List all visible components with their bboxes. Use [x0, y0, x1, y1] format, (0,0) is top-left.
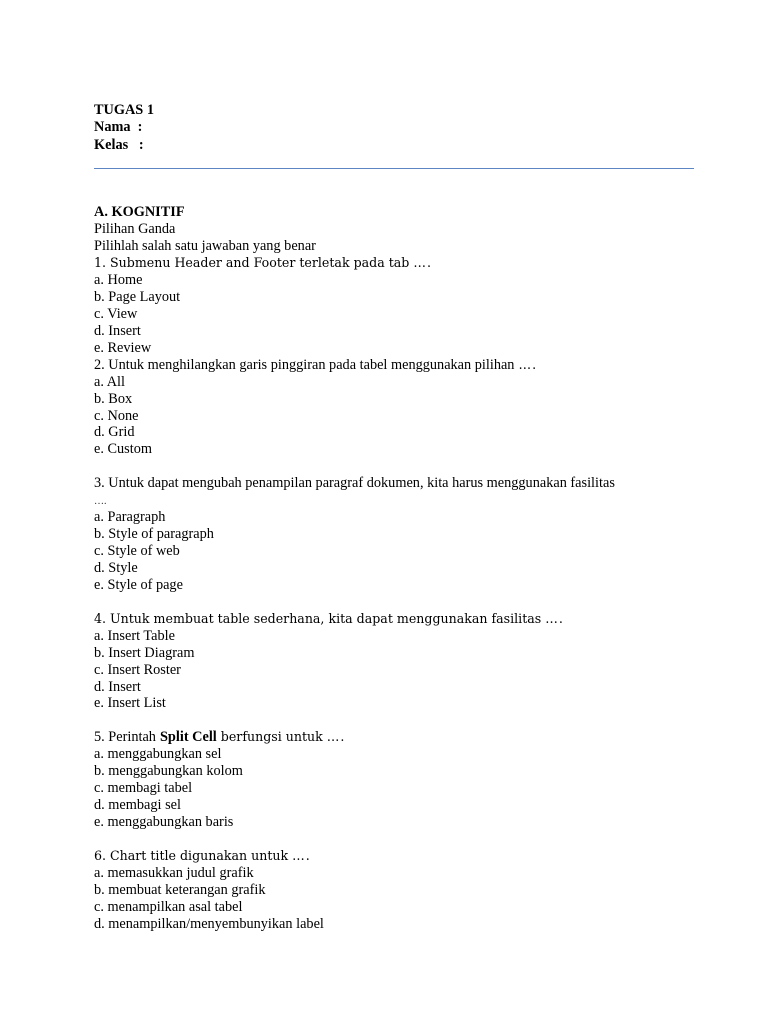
spacer	[94, 458, 694, 475]
question-3	[94, 475, 694, 492]
option: e. Insert List	[94, 695, 166, 712]
question-2	[94, 357, 694, 374]
option: b. Box	[94, 390, 133, 407]
question-text: 1. Submenu Header and Footer terletak pada tab	[94, 255, 410, 271]
question-text: 4. Untuk membuat table sederhana, kita dapat menggunakan fasilitas	[94, 610, 542, 626]
option: b. Style of paragraph	[94, 526, 214, 543]
question-text: 3. Untuk dapat mengubah penampilan paragraf dokumen, kita harus menggunakan fasilitas	[94, 475, 615, 492]
option: d. Grid	[94, 424, 135, 441]
option: d. membagi sel	[94, 797, 181, 814]
assignment-title: TUGAS 1	[94, 102, 154, 118]
assignment-header	[94, 102, 154, 154]
option: a. Paragraph	[94, 509, 166, 526]
section-type: Pilihan Ganda	[94, 221, 176, 238]
question-dots: ….	[94, 496, 107, 508]
header-divider	[94, 168, 694, 169]
question-text-bold: Split Cell	[159, 729, 217, 746]
question-text: 6. Chart title digunakan untuk	[94, 847, 289, 863]
question-1	[94, 255, 694, 272]
question-dots: ….	[545, 610, 564, 626]
question-dots: ….	[326, 729, 346, 745]
question-4	[94, 611, 694, 628]
option: d. Style	[94, 559, 138, 576]
option: a. menggabungkan sel	[94, 746, 222, 763]
document-body	[94, 204, 694, 933]
option: a. All	[94, 373, 125, 390]
spacer	[94, 594, 694, 611]
option: c. Style of web	[94, 543, 180, 559]
option: a. Home	[94, 272, 143, 288]
option: c. View	[94, 305, 138, 322]
question-dots: ….	[518, 356, 538, 372]
option: e. Style of page	[94, 576, 183, 593]
option: b. Page Layout	[94, 288, 181, 305]
option: d. menampilkan/menyembunyikan label	[94, 915, 324, 932]
class-label: Kelas :	[94, 136, 144, 153]
option: e. Review	[94, 339, 152, 356]
question-text-after: berfungsi untuk	[220, 729, 323, 745]
question-dots: ….	[413, 255, 432, 271]
option: e. Custom	[94, 441, 152, 458]
option: a. Insert Table	[94, 627, 175, 644]
option: c. Insert Roster	[94, 661, 181, 678]
option: b. menggabungkan kolom	[94, 763, 243, 780]
question-dots: ….	[292, 847, 311, 863]
name-label: Nama :	[94, 119, 143, 136]
option: d. Insert	[94, 322, 141, 339]
option: c. menampilkan asal tabel	[94, 898, 243, 915]
section-instruction: Pilihlah salah satu jawaban yang benar	[94, 238, 316, 255]
question-3-continuation	[94, 492, 694, 509]
spacer	[94, 712, 694, 729]
spacer	[94, 831, 694, 848]
option: c. None	[94, 407, 139, 424]
section-title: A. KOGNITIF	[94, 204, 185, 220]
question-6	[94, 848, 694, 865]
question-5	[94, 729, 694, 746]
question-text: 2. Untuk menghilangkan garis pinggiran pada tabel menggunakan pilihan	[94, 356, 515, 373]
option: c. membagi tabel	[94, 780, 193, 797]
option: a. memasukkan judul grafik	[94, 864, 254, 881]
option: b. membuat keterangan grafik	[94, 881, 266, 898]
option: b. Insert Diagram	[94, 644, 195, 661]
question-text-before: 5. Perintah	[94, 729, 156, 746]
option: d. Insert	[94, 678, 141, 695]
option: e. menggabungkan baris	[94, 814, 234, 830]
